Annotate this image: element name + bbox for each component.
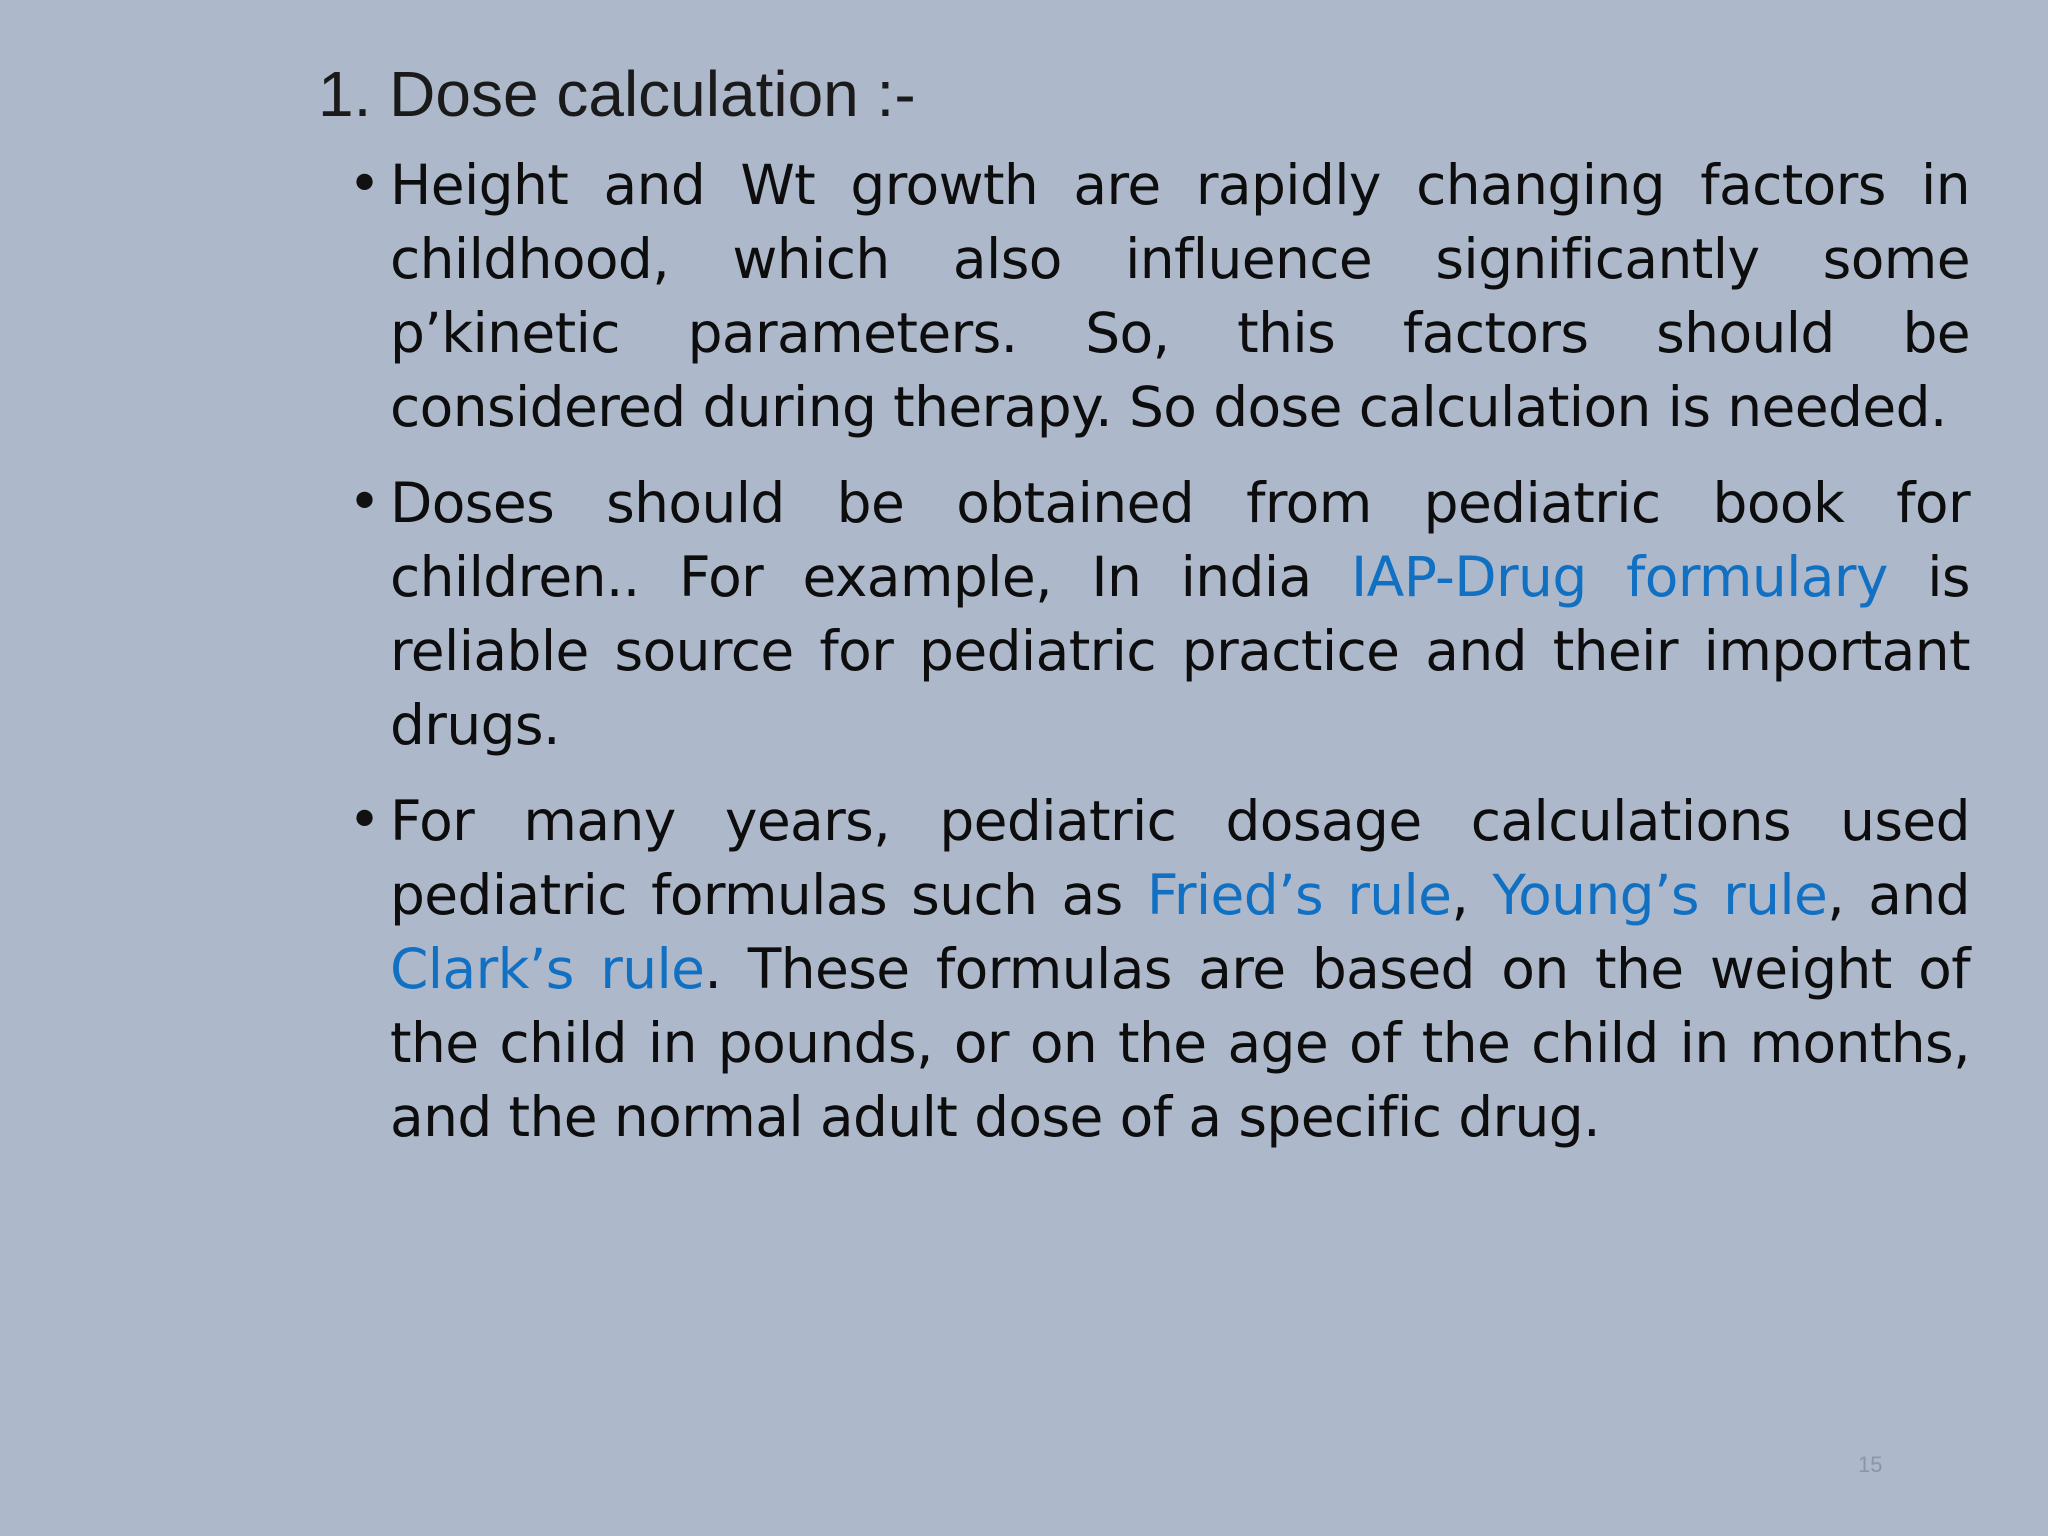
- bullet-3-text-a: For many years, pediatric dosage calculations used pediatric formulas such as: [390, 789, 1970, 927]
- bullet-list: [348, 148, 1970, 1176]
- bullet-marker: •: [348, 788, 382, 853]
- bullet-3-text-b: ,: [1451, 863, 1493, 927]
- bullet-item-2: [348, 466, 1970, 762]
- bullet-text-2: [390, 466, 1970, 762]
- bullet-item-1: [348, 148, 1970, 444]
- bullet-3-text-c: , and: [1827, 863, 1970, 927]
- bullet-3-text-d: . These formulas are based on the weight of the child in pounds, or on the age of the child in months, and the normal adult dose of a specific drug.: [390, 937, 1970, 1149]
- bullet-2-text-a: Doses should be obtained from pediatric book for children.. For example, In india: [390, 471, 1970, 609]
- clarks-rule-link[interactable]: Clark’s rule: [390, 937, 705, 1001]
- youngs-rule-link[interactable]: Young’s rule: [1492, 863, 1828, 927]
- bullet-2-text-b: is reliable source for pediatric practice and their important drugs.: [390, 545, 1970, 757]
- bullet-text-3: [390, 784, 1970, 1154]
- page-number: 15: [1858, 1452, 1883, 1477]
- bullet-1-text: Height and Wt growth are rapidly changing factors in childhood, which also influence significantly some p’kinetic parameters. So, this factors should be considered during therapy. So dose calculation is needed.: [390, 153, 1970, 439]
- frieds-rule-link[interactable]: Fried’s rule: [1146, 863, 1452, 927]
- slide-title: 1. Dose calculation :-: [318, 58, 916, 130]
- bullet-marker: •: [348, 152, 382, 217]
- bullet-marker: •: [348, 470, 382, 535]
- bullet-text-1: [390, 148, 1970, 444]
- bullet-item-3: [348, 784, 1970, 1154]
- iap-drug-formulary-link[interactable]: IAP-Drug formulary: [1351, 545, 1888, 609]
